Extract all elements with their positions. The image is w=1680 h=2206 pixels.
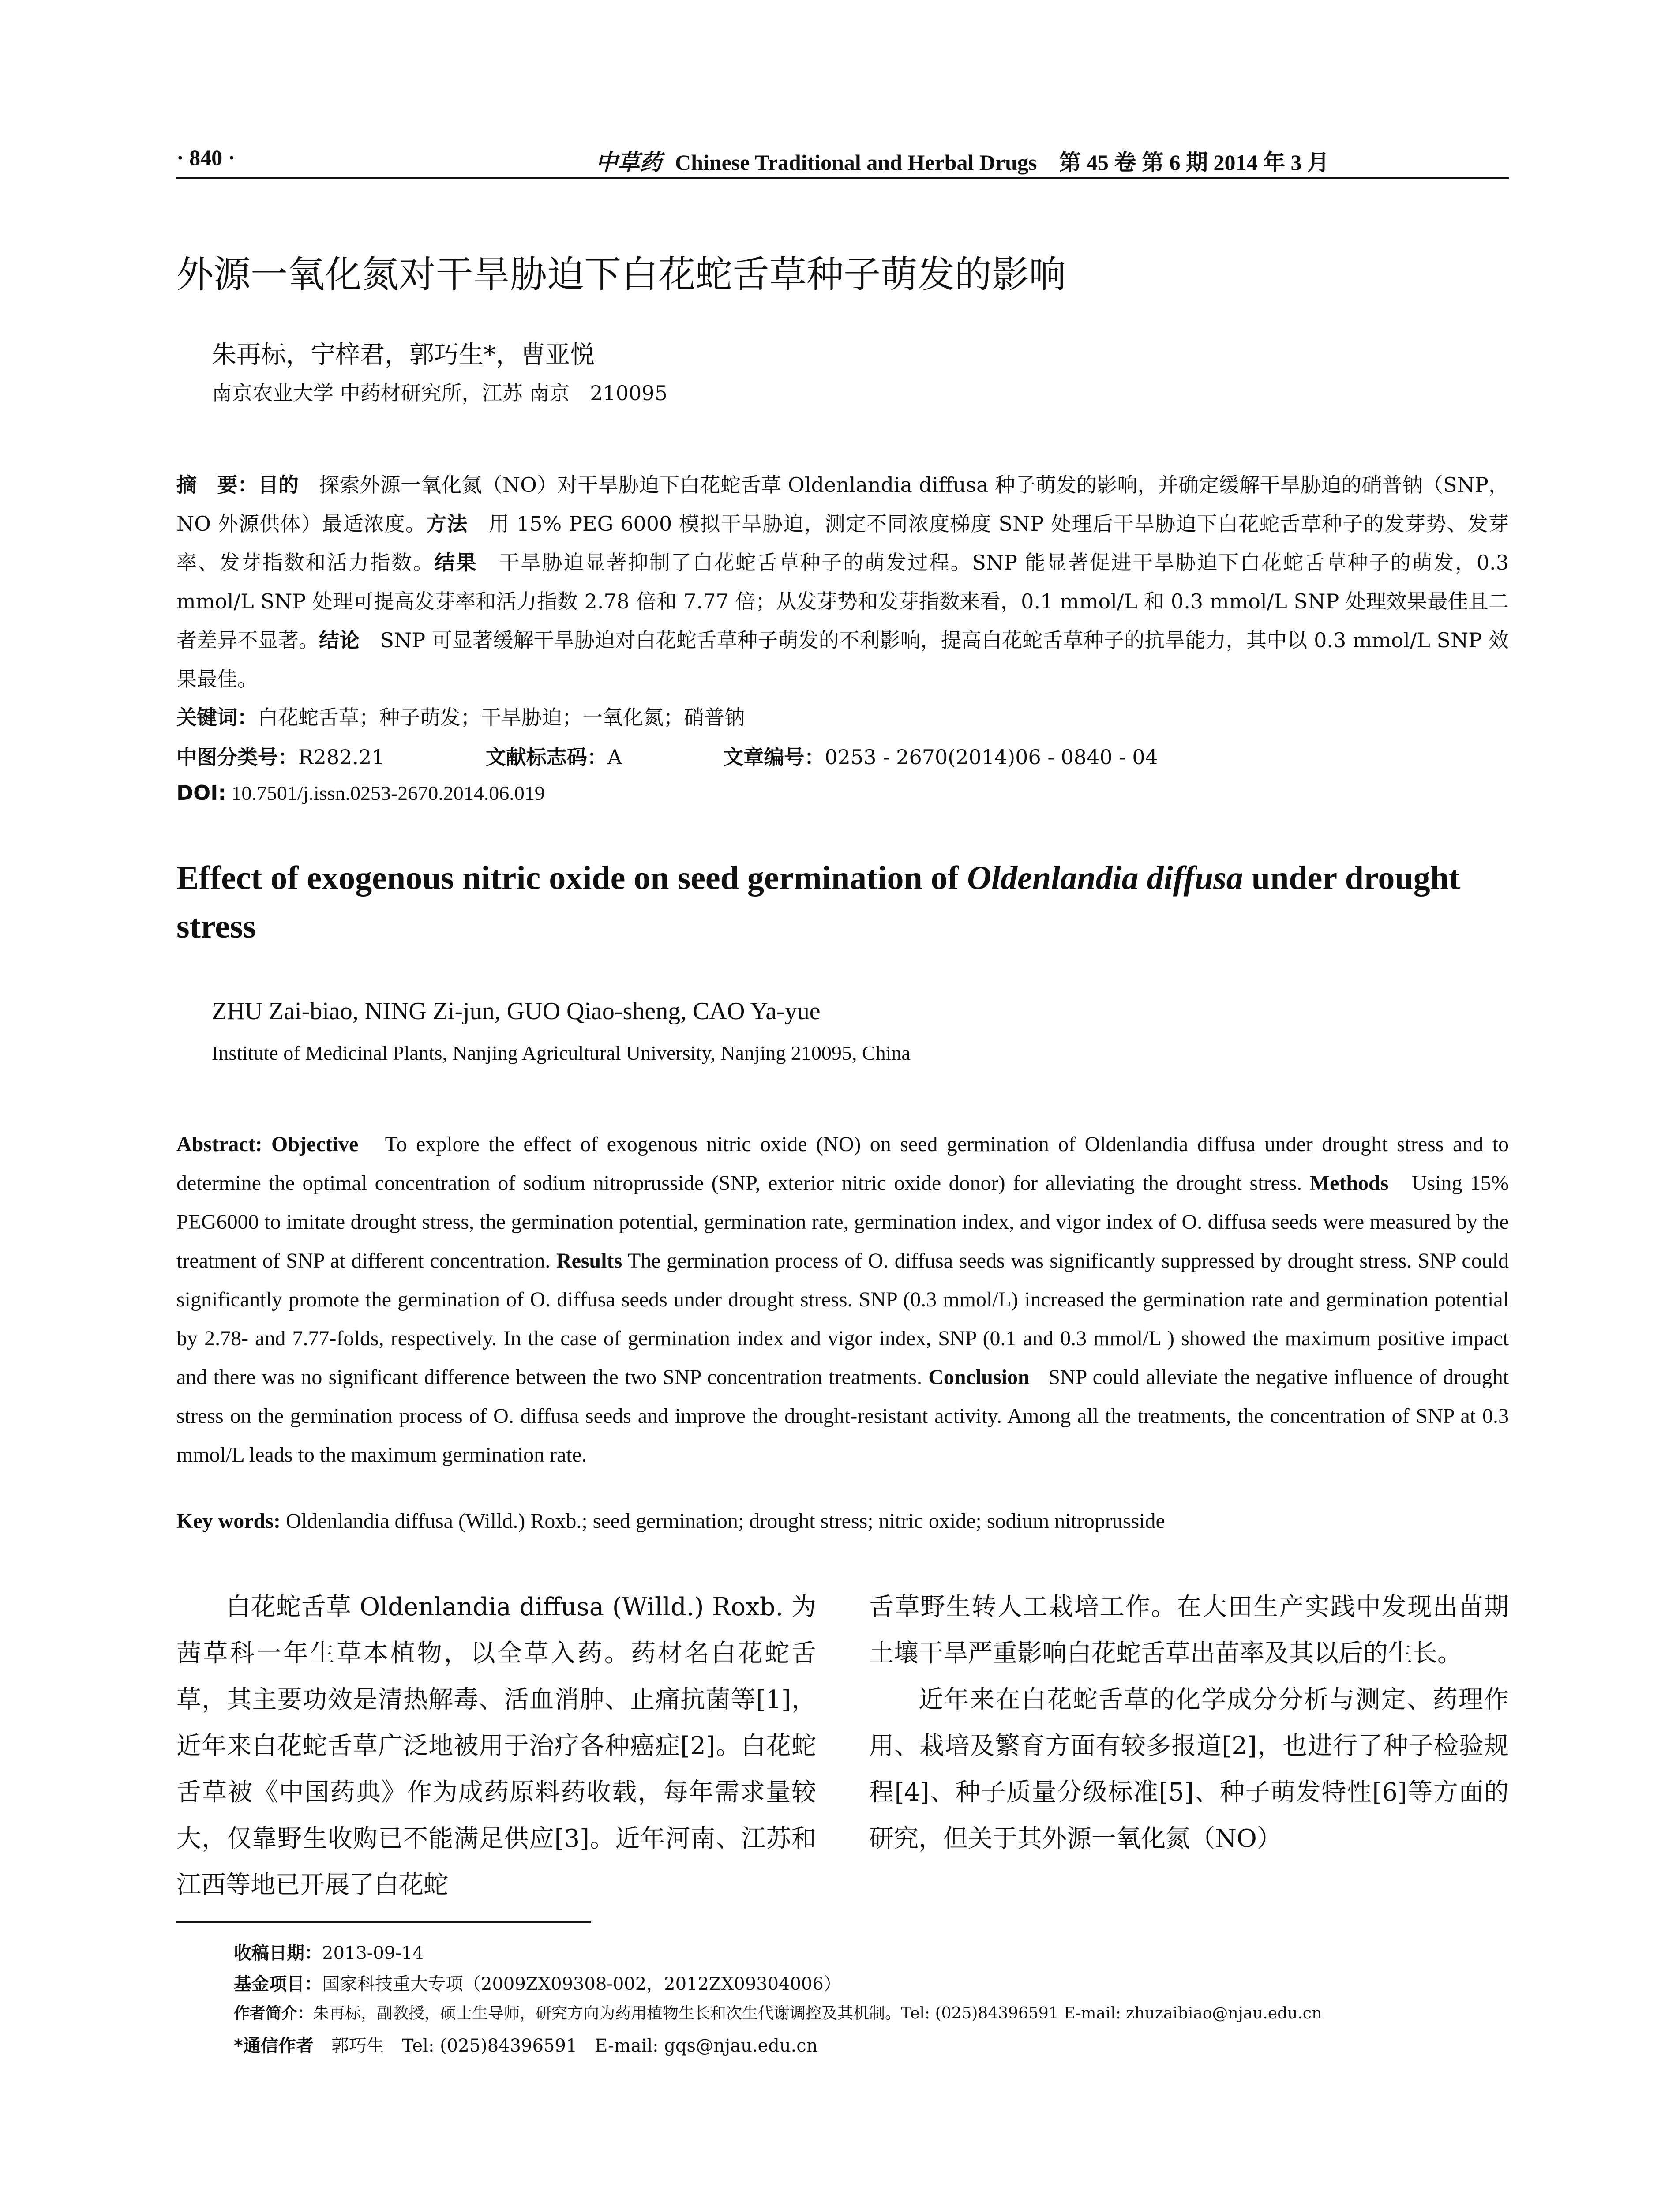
abstract-en xyxy=(176,1125,1509,1474)
title-en-species: Oldenlandia diffusa xyxy=(967,859,1243,897)
article-number-value: 0253 - 2670(2014)06 - 0840 - 04 xyxy=(825,745,1158,769)
authors-cn: 朱再标，宁梓君，郭巧生*，曹亚悦 xyxy=(212,341,595,369)
methods-en: Using 15% PEG6000 to imitate drought stress, the germination potential, germination rate, germination index, and vigor index of O. diffusa seeds were measured by the treatment of SNP at different concentration. xyxy=(176,1171,1509,1272)
methods-cn: 用 15% PEG 6000 模拟干旱胁迫，测定不同浓度梯度 SNP 处理后干旱胁迫下白花蛇舌草种子的发芽势、发芽率、发芽指数和活力指数。 xyxy=(176,512,1509,574)
body-column-left xyxy=(176,1584,816,1908)
fund-label: 基金项目： xyxy=(234,1974,322,1994)
methods-cn-label: 方法 xyxy=(426,512,468,536)
article-title-en xyxy=(176,854,1509,951)
affiliation-en: Institute of Medicinal Plants, Nanjing Agricultural University, Nanjing 210095, China xyxy=(212,1042,911,1064)
results-cn: 干旱胁迫显著抑制了白花蛇舌草种子的萌发过程。SNP 能显著促进干旱胁迫下白花蛇舌草种子的萌发，0.3 mmol/L SNP 处理可提高发芽率和活力指数 2.78 倍和 7.77 倍；从发芽势和发芽指数来看，0.1 mmol/L 和 0.3 mmol/L SNP 处理效果最佳且二者差异不显著。 xyxy=(176,551,1509,652)
objective-cn: 探索外源一氧化氮（NO）对干旱胁迫下白花蛇舌草 Oldenlandia diffusa 种子萌发的影响，并确定缓解干旱胁迫的硝普钠（SNP，NO 外源供体）最适浓度。 xyxy=(176,473,1509,536)
conclusion-cn-label: 结论 xyxy=(319,628,360,652)
body-paragraph: 白花蛇舌草 Oldenlandia diffusa (Willd.) Roxb. 为茜草科一年生草本植物，以全草入药。药材名白花蛇舌草，其主要功效是清热解毒、活血消肿、止痛抗菌等[1]，近年来白花蛇舌草广泛地被用于治疗各种癌症[2]。白花蛇舌草被《中国药典》作为成药原料药收载，每年需求量较大，仅靠野生收购已不能满足供应[3]。近年河南、江苏和江西等地已开展了白花蛇 xyxy=(176,1593,816,1899)
footnote-author xyxy=(234,2001,1322,2023)
keywords-cn xyxy=(176,702,745,731)
affiliation-cn: 南京农业大学 中药材研究所，江苏 南京 210095 xyxy=(212,381,668,405)
corresponding-value: 郭巧生 Tel: (025)84396591 E-mail: gqs@njau.edu.cn xyxy=(331,2036,818,2056)
footnote-received xyxy=(234,1939,424,1964)
conclusion-cn: SNP 可显著缓解干旱胁迫对白花蛇舌草种子萌发的不利影响，提高白花蛇舌草种子的抗旱能力，其中以 0.3 mmol/L SNP 效果最佳。 xyxy=(176,628,1509,691)
objective-cn-label: 目的 xyxy=(258,473,299,497)
journal-name-en: Chinese Traditional and Herbal Drugs 第 45 卷 第 6 期 2014 年 3 月 xyxy=(675,150,1329,175)
clc-value: R282.21 xyxy=(298,745,385,769)
results-en-label: Results xyxy=(556,1249,622,1272)
doc-code-label: 文献标志码： xyxy=(485,745,608,769)
received-label: 收稿日期： xyxy=(234,1943,322,1963)
running-header xyxy=(176,142,1509,179)
abstract-cn xyxy=(176,465,1509,698)
body-paragraph: 舌草野生转人工栽培工作。在大田生产实践中发现出苗期土壤干旱严重影响白花蛇舌草出苗率及其以后的生长。 xyxy=(869,1593,1509,1668)
corresponding-label: *通信作者 xyxy=(234,2036,314,2056)
doi-value: 10.7501/j.issn.0253-2670.2014.06.019 xyxy=(231,782,545,804)
received-value: 2013-09-14 xyxy=(322,1943,424,1963)
doc-code-value: A xyxy=(607,745,622,769)
methods-en-label: Methods xyxy=(1309,1171,1389,1195)
results-en: The germination process of O. diffusa seeds was significantly suppressed by drought stress. SNP could significantly promote the germination of O. diffusa seeds under drought stress. SNP (0.3 mmol/L) increased the germination rate and germination potential by 2.78- and 7.77-folds, respectively. In the case of germination index and vigor index, SNP (0.1 and 0.3 mmol/L ) showed the maximum positive impact and there was no significant difference between the two SNP concentration treatments. xyxy=(176,1249,1509,1389)
footnote-corresponding xyxy=(234,2032,818,2057)
article-number-label: 文章编号： xyxy=(723,745,825,769)
conclusion-en: SNP could alleviate the negative influence of drought stress on the germination process of O. diffusa seeds and improve the drought-resistant activity. Among all the treatments, the concentration of SNP at 0.3 mmol/L leads to the maximum germination rate. xyxy=(176,1366,1509,1467)
clc-label: 中图分类号： xyxy=(176,745,298,769)
title-en-part2: under drought stress xyxy=(176,859,1460,945)
article-title-cn: 外源一氧化氮对干旱胁迫下白花蛇舌草种子萌发的影响 xyxy=(176,253,1066,296)
footnote-fund xyxy=(234,1970,841,1995)
page-number: · 840 · xyxy=(176,145,236,170)
objective-en: To explore the effect of exogenous nitric oxide (NO) on seed germination of Oldenlandia diffusa under drought stress and to determine the optimal concentration of sodium nitroprusside (SNP, exterior nitric oxide donor) for alleviating the drought stress. xyxy=(176,1133,1509,1195)
authors-en: ZHU Zai-biao, NING Zi-jun, GUO Qiao-sheng, CAO Ya-yue xyxy=(212,998,821,1025)
classification-line xyxy=(176,741,1158,770)
keywords-cn-label: 关键词： xyxy=(176,705,258,729)
author-bio-label: 作者简介： xyxy=(234,2004,314,2022)
results-cn-label: 结果 xyxy=(434,551,478,574)
doi-line xyxy=(176,781,545,805)
keywords-en xyxy=(176,1509,1165,1533)
footnote-rule xyxy=(176,1921,591,1923)
doi-label: DOI: xyxy=(176,781,226,805)
author-bio-value: 朱再标，副教授，硕士生导师，研究方向为药用植物生长和次生代谢调控及其机制。Tel: (025)84396591 E-mail: zhuzaibiao@njau.edu.cn xyxy=(313,2004,1322,2022)
body-column-right xyxy=(869,1584,1509,1862)
conclusion-en-label: Conclusion xyxy=(928,1366,1030,1389)
abstract-en-label: Abstract: xyxy=(176,1133,262,1156)
journal-name-cn: 中草药 xyxy=(596,150,662,175)
abstract-cn-label: 摘 要： xyxy=(176,473,258,497)
journal-name xyxy=(596,145,1329,176)
keywords-en-text: Oldenlandia diffusa (Willd.) Roxb.; seed germination; drought stress; nitric oxide; sodium nitroprusside xyxy=(285,1509,1165,1533)
title-en-part1: Effect of exogenous nitric oxide on seed germination of xyxy=(176,859,968,897)
keywords-en-label: Key words: xyxy=(176,1509,281,1533)
body-paragraph: 近年来在白花蛇舌草的化学成分分析与测定、药理作用、栽培及繁育方面有较多报道[2]，也进行了种子检验规程[4]、种子质量分级标准[5]、种子萌发特性[6]等方面的研究，但关于其外源一氧化氮（NO） xyxy=(869,1685,1509,1853)
fund-value: 国家科技重大专项（2009ZX09308-002，2012ZX09304006） xyxy=(322,1974,841,1994)
objective-en-label: Objective xyxy=(271,1133,359,1156)
keywords-cn-text: 白花蛇舌草；种子萌发；干旱胁迫；一氧化氮；硝普钠 xyxy=(258,705,745,729)
